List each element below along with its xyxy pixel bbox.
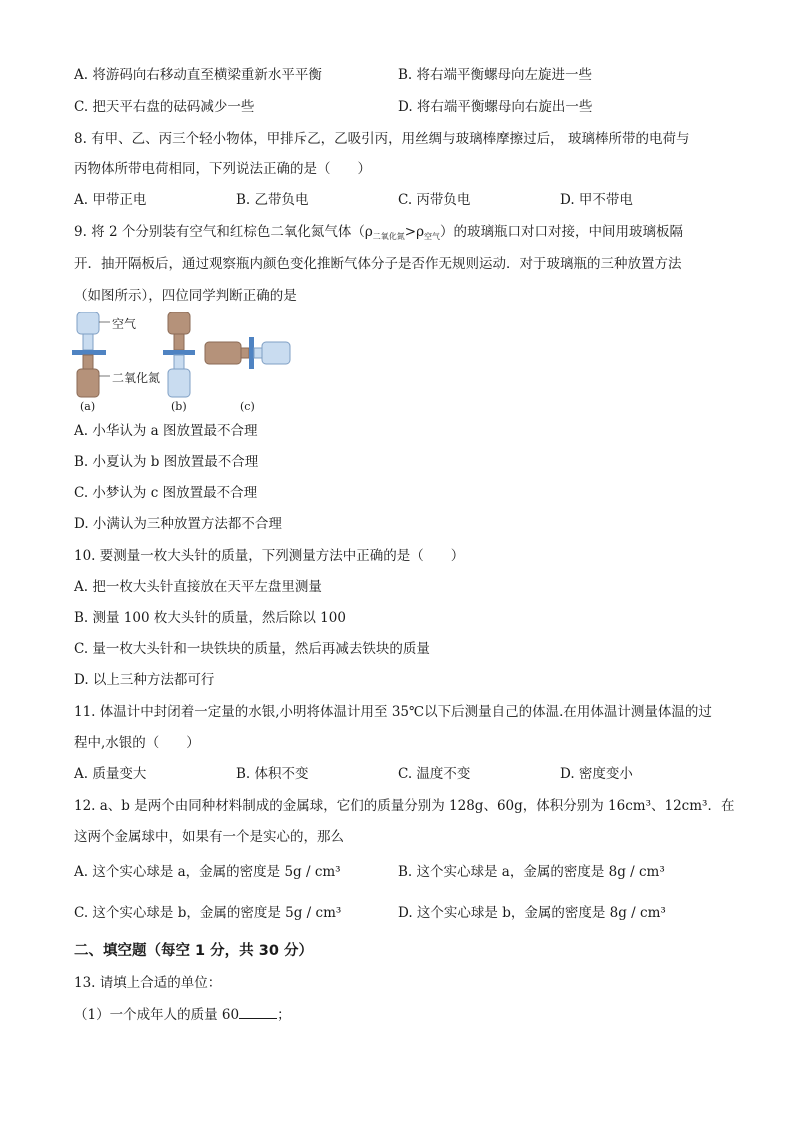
q10-option-d[interactable]: D. 以上三种方法都可行 [74,672,215,688]
q12-option-a[interactable]: A. 这个实心球是 a，金属的密度是 5g / cm³ [74,864,341,880]
q9-subscript-air: 空气 [424,232,441,241]
q7-option-c[interactable]: C. 把天平右盘的砝码减少一些 [74,99,255,115]
q11-option-d[interactable]: D. 密度变小 [560,766,633,782]
q12-stem-line2: 这两个金属球中，如果有一个是实心的，那么 [74,829,344,845]
q9-option-c[interactable]: C. 小梦认为 c 图放置最不合理 [74,485,258,501]
q13-stem: 13. 请填上合适的单位： [74,975,222,991]
q12-stem-line1: 12. a、b 是两个由同种材料制成的金属球，它们的质量分别为 128g、60g，体积分别为 16cm³、12cm³．在 [74,798,735,814]
q13-sub1-text: （1）一个成年人的质量 60 [74,1007,240,1023]
caption-a: (a) [80,400,96,413]
q8-option-b[interactable]: B. 乙带负电 [236,192,309,208]
q10-stem: 10. 要测量一枚大头针的质量，下列测量方法中正确的是（ ） [74,548,465,564]
q7-option-b[interactable]: B. 将右端平衡螺母向左旋进一些 [398,67,593,83]
q9-option-a[interactable]: A. 小华认为 a 图放置最不合理 [74,423,258,439]
q11-stem-line1: 11. 体温计中封闭着一定量的水银,小明将体温计用至 35℃以下后测量自己的体温.在用体温计测量体温的过 [74,704,712,720]
q13-sub1-end: ； [277,1007,291,1023]
bottle-b-air [168,355,190,397]
q11-option-b[interactable]: B. 体积不变 [236,766,309,782]
section-2-heading: 二、填空题（每空 1 分，共 30 分） [74,943,313,959]
q8-option-d[interactable]: D. 甲不带电 [560,192,633,208]
q7-option-a[interactable]: A. 将游码向右移动直至横梁重新水平平衡 [74,67,322,83]
q9-stem-part-a: 9. 将 2 个分别装有空气和红棕色二氧化氮气体（ρ [74,224,373,240]
bottle-c-air [254,342,290,364]
bottle-a-air [77,312,99,350]
q12-option-c[interactable]: C. 这个实心球是 b，金属的密度是 5g / cm³ [74,905,342,921]
caption-c: (c) [240,400,255,413]
q9-option-d[interactable]: D. 小满认为三种放置方法都不合理 [74,516,282,532]
q9-stem-line2: 开．抽开隔板后，通过观察瓶内颜色变化推断气体分子是否作无规则运动．对于玻璃瓶的三种放置方法 [74,256,682,272]
q12-option-d[interactable]: D. 这个实心球是 b，金属的密度是 8g / cm³ [398,905,666,921]
q10-option-b[interactable]: B. 测量 100 枚大头针的质量，然后除以 100 [74,610,346,626]
q8-stem-line1: 8. 有甲、乙、丙三个轻小物体，甲排斥乙，乙吸引丙，用丝绸与玻璃棒摩擦过后， 玻璃棒所带的电荷与 [74,131,690,147]
bottle-c-no2 [205,342,249,364]
q9-subscript-no2: 二氧化氮 [372,232,405,241]
plate-b [163,350,195,355]
q8-option-c[interactable]: C. 丙带负电 [398,192,471,208]
q8-stem-line2: 丙物体所带电荷相同，下列说法正确的是（ ） [74,161,371,177]
label-no2: 二氧化氮 [112,371,161,385]
caption-b: (b) [171,400,187,413]
plate-a [72,350,106,355]
q7-option-d[interactable]: D. 将右端平衡螺母向右旋出一些 [398,99,593,115]
q13-sub1-blank[interactable] [239,1004,277,1019]
q11-stem-line2: 程中,水银的（ ） [74,735,200,751]
q9-stem-part-b: >ρ [404,224,425,240]
q8-option-a[interactable]: A. 甲带正电 [74,192,147,208]
q10-option-a[interactable]: A. 把一枚大头针直接放在天平左盘里测量 [74,579,322,595]
plate-c [249,337,254,369]
bottle-b-no2 [168,312,190,350]
q11-option-a[interactable]: A. 质量变大 [74,766,147,782]
q13-sub1 [74,1004,291,1024]
q12-option-b[interactable]: B. 这个实心球是 a，金属的密度是 8g / cm³ [398,864,665,880]
bottles-illustration [72,312,302,414]
q11-option-c[interactable]: C. 温度不变 [398,766,471,782]
q9-option-b[interactable]: B. 小夏认为 b 图放置最不合理 [74,454,259,470]
q10-option-c[interactable]: C. 量一枚大头针和一块铁块的质量，然后再减去铁块的质量 [74,641,430,657]
label-air: 空气 [112,317,137,331]
q9-bottle-figure [72,312,302,414]
q9-stem-line3: （如图所示），四位同学判断正确的是 [74,288,297,304]
bottle-a-no2 [77,355,99,397]
q9-stem-line1 [74,222,683,242]
q9-stem-part-c: ）的玻璃瓶口对口对接，中间用玻璃板隔 [440,224,684,240]
